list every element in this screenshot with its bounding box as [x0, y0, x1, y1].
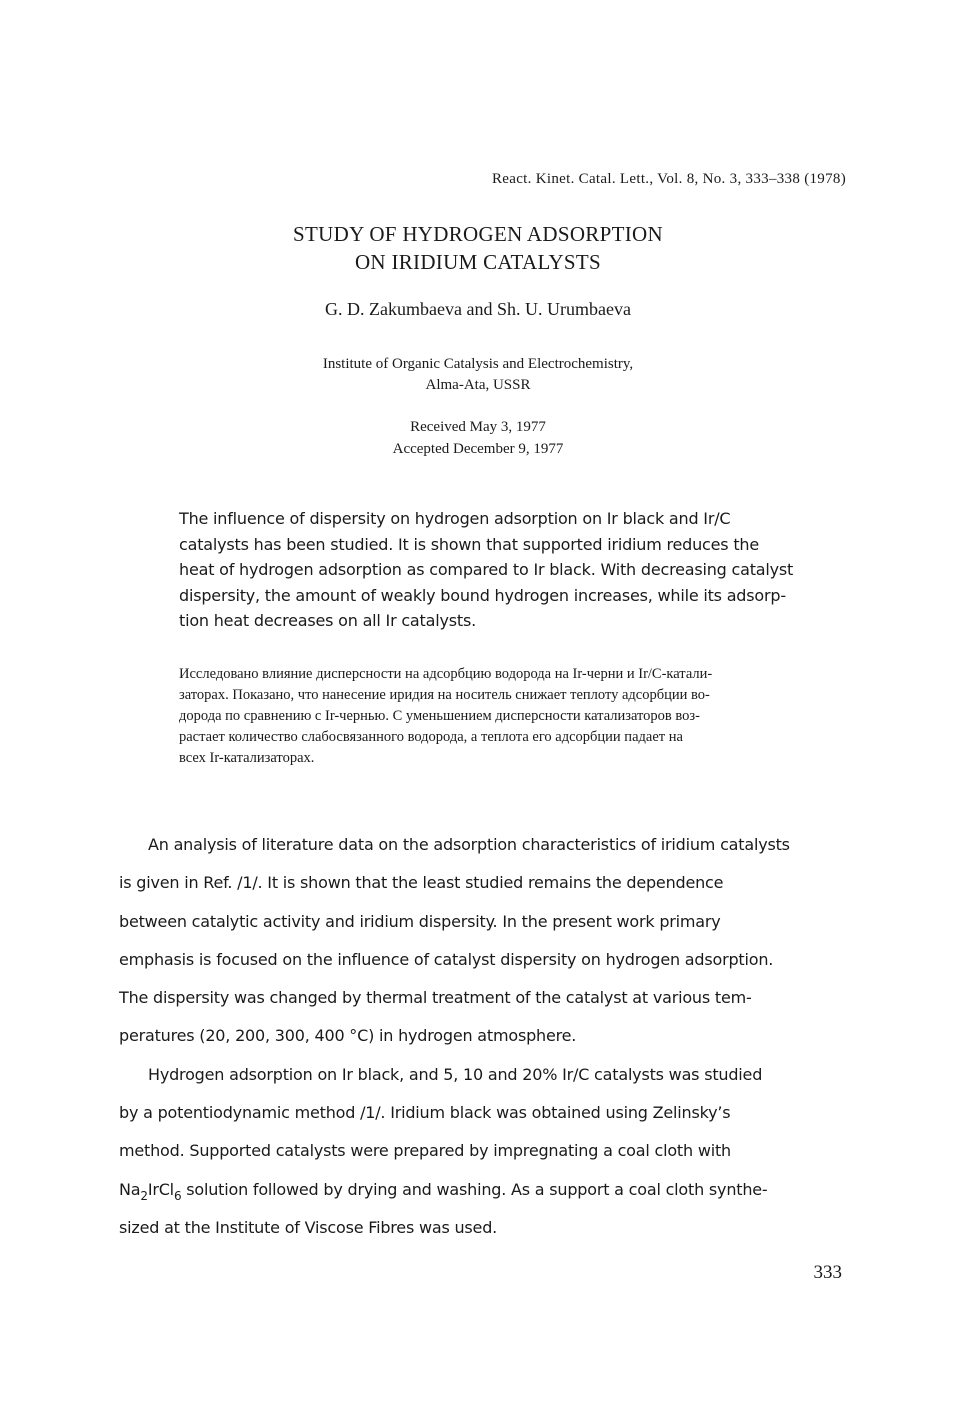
- abstract-ru-line: заторах. Показано, что нанесение иридия на носитель снижает теплоту адсорбции во-: [179, 687, 710, 703]
- abstract-line: catalysts has been studied. It is shown that supported iridium reduces the: [179, 534, 759, 554]
- abstract-ru-line: Исследовано влияние дисперсности на адсорбцию водорода на Ir-черни и Ir/C-катали-: [179, 666, 713, 682]
- abstract-line: dispersity, the amount of weakly bound hydrogen increases, while its adsorp-: [179, 585, 786, 605]
- affiliation-line: Institute of Organic Catalysis and Electrochemistry,: [322, 356, 634, 372]
- article-title: [0, 220, 956, 276]
- formula-na: Na: [119, 1179, 141, 1199]
- received-date: Received May 3, 1977: [410, 419, 546, 435]
- abstract-ru-line: растает количество слабосвязанного водорода, а теплота его адсорбции падает на: [179, 729, 683, 745]
- body-line: peratures (20, 200, 300, 400 °C) in hydrogen atmosphere.: [119, 1026, 577, 1046]
- body-line: An analysis of literature data on the adsorption characteristics of iridium catalysts: [148, 835, 790, 854]
- title-line: ON IRIDIUM CATALYSTS: [354, 250, 602, 274]
- formula-subscript: 6: [173, 1188, 182, 1203]
- accepted-date: Accepted December 9, 1977: [392, 441, 564, 457]
- body-line: emphasis is focused on the influence of catalyst dispersity on hydrogen adsorption.: [119, 949, 774, 969]
- affiliation-line: Alma-Ata, USSR: [425, 377, 531, 393]
- abstract-ru-line: дорода по сравнению с Ir-чернью. С уменьшением дисперсности катализаторов воз-: [179, 708, 700, 724]
- page-number: 333: [813, 1262, 842, 1283]
- formula-line: [119, 1171, 879, 1209]
- formula-ircl: IrCl: [147, 1179, 174, 1199]
- body-line: sized at the Institute of Viscose Fibres was used.: [119, 1217, 498, 1237]
- formula-subscript: 2: [140, 1188, 148, 1203]
- body-line: The dispersity was changed by thermal treatment of the catalyst at various tem-: [119, 988, 752, 1008]
- abstract-english: [179, 506, 879, 634]
- abstract-line: tion heat decreases on all Ir catalysts.: [179, 611, 476, 630]
- abstract-russian: [179, 664, 879, 769]
- authors: G. D. Zakumbaeva and Sh. U. Urumbaeva: [325, 299, 631, 319]
- title-line: STUDY OF HYDROGEN ADSORPTION: [293, 222, 663, 246]
- body-line: Hydrogen adsorption on Ir black, and 5, 10 and 20% Ir/C catalysts was studied: [148, 1064, 763, 1084]
- formula-line-rest: solution followed by drying and washing. As a support a coal cloth synthe-: [181, 1179, 768, 1199]
- journal-reference: React. Kinet. Catal. Lett., Vol. 8, No. 3, 333–338 (1978): [492, 171, 846, 187]
- body-line: by a potentiodynamic method /1/. Iridium black was obtained using Zelinsky’s: [119, 1103, 731, 1123]
- abstract-line: heat of hydrogen adsorption as compared to Ir black. With decreasing catalyst: [179, 560, 794, 579]
- affiliation: [0, 354, 956, 396]
- body-line: is given in Ref. /1/. It is shown that the least studied remains the dependence: [119, 873, 724, 893]
- body-text: [119, 826, 879, 1247]
- body-line: method. Supported catalysts were prepared by impregnating a coal cloth with: [119, 1141, 731, 1161]
- abstract-line: The influence of dispersity on hydrogen adsorption on Ir black and Ir/C: [179, 509, 731, 528]
- abstract-ru-line: всех Ir-катализаторах.: [179, 750, 315, 766]
- article-dates: [0, 416, 956, 460]
- body-line: between catalytic activity and iridium dispersity. In the present work primary: [119, 911, 721, 931]
